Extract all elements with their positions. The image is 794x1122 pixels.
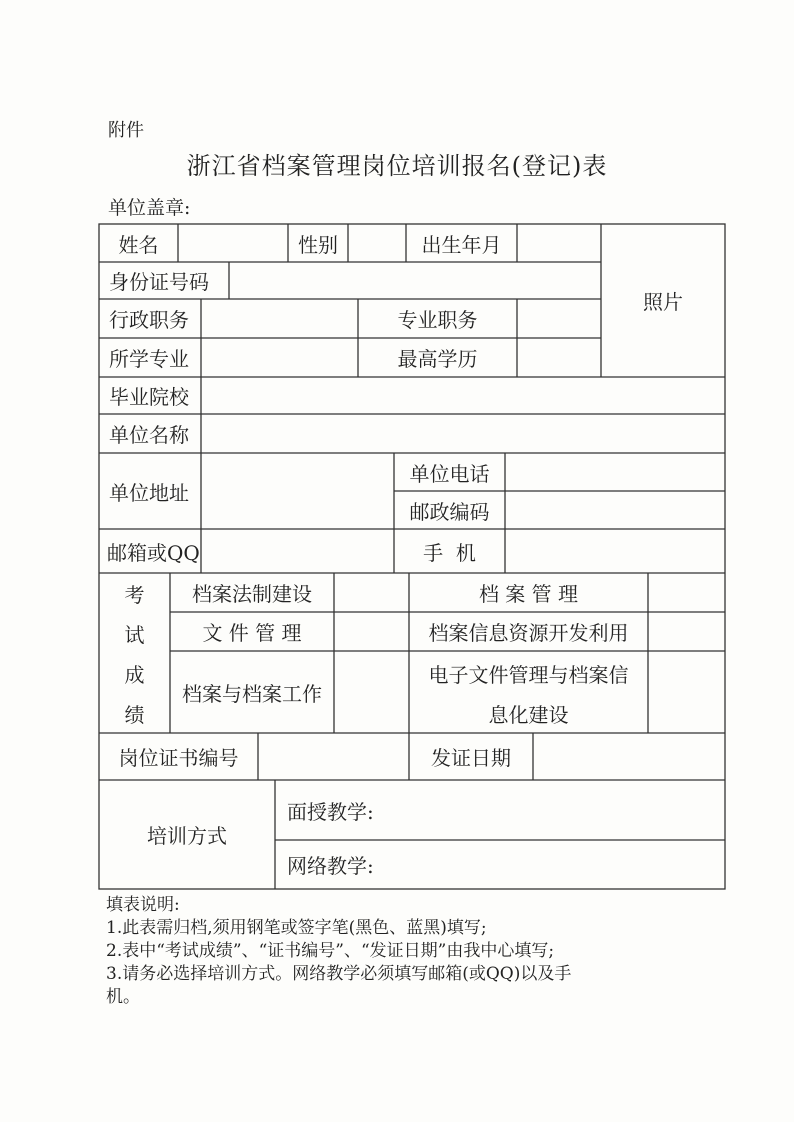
admin-title-label: 行政职务 [109,308,189,332]
unit-phone-label: 单位电话 [409,461,490,486]
major-label: 所学专业 [109,347,189,371]
email-qq-label: 邮箱或QQ [107,540,200,565]
issue-date-label: 发证日期 [431,746,511,770]
school-label: 毕业院校 [109,385,189,409]
unit-stamp-label: 单位盖章: [108,197,191,219]
online-label: 网络教学: [287,854,374,878]
notes-item-3-cont: 机。 [106,987,140,1007]
notes-heading: 填表说明: [106,895,180,915]
attachment-label: 附件 [108,120,144,141]
birth-label: 出生年月 [421,232,502,257]
face-to-face-label: 面授教学: [287,799,374,824]
notes-item-1: 1.此表需归档,须用钢笔或签字笔(黑色、蓝黑)填写; [106,918,487,938]
course-archives-work: 档案与档案工作 [182,681,322,706]
id-number-label: 身份证号码 [109,270,209,294]
course-info-resources: 档案信息资源开发利用 [428,621,629,645]
exam-char-4: 绩 [124,702,145,727]
notes-item-3: 3.请务必选择培训方式。网络教学必须填写邮箱(或QQ)以及手 [106,964,572,984]
unit-name-label: 单位名称 [109,423,189,447]
course-electronic-line2: 息化建设 [488,702,569,727]
unit-address-label: 单位地址 [109,480,189,505]
course-archives-mgmt: 档 案 管 理 [478,582,579,606]
mobile-label: 手 机 [423,540,476,565]
postcode-label: 邮政编码 [409,499,490,524]
cert-number-label: 岗位证书编号 [118,746,239,770]
gender-label: 性别 [298,232,338,257]
education-label: 最高学历 [397,347,478,371]
exam-char-1: 考 [124,582,145,607]
notes-item-2: 2.表中“考试成绩”、“证书编号”、“发证日期”由我中心填写; [106,941,555,961]
course-archives-law: 档案法制建设 [192,582,312,606]
training-mode-label: 培训方式 [147,824,227,848]
photo-label: 照片 [643,290,683,314]
course-electronic-line1: 电子文件管理与档案信 [428,662,629,687]
prof-title-label: 专业职务 [397,308,478,332]
page-title: 浙江省档案管理岗位培训报名(登记)表 [186,152,608,180]
exam-char-3: 成 [124,662,145,687]
exam-char-2: 试 [124,622,145,647]
name-label: 姓名 [118,232,159,257]
course-document-mgmt: 文 件 管 理 [202,621,302,645]
